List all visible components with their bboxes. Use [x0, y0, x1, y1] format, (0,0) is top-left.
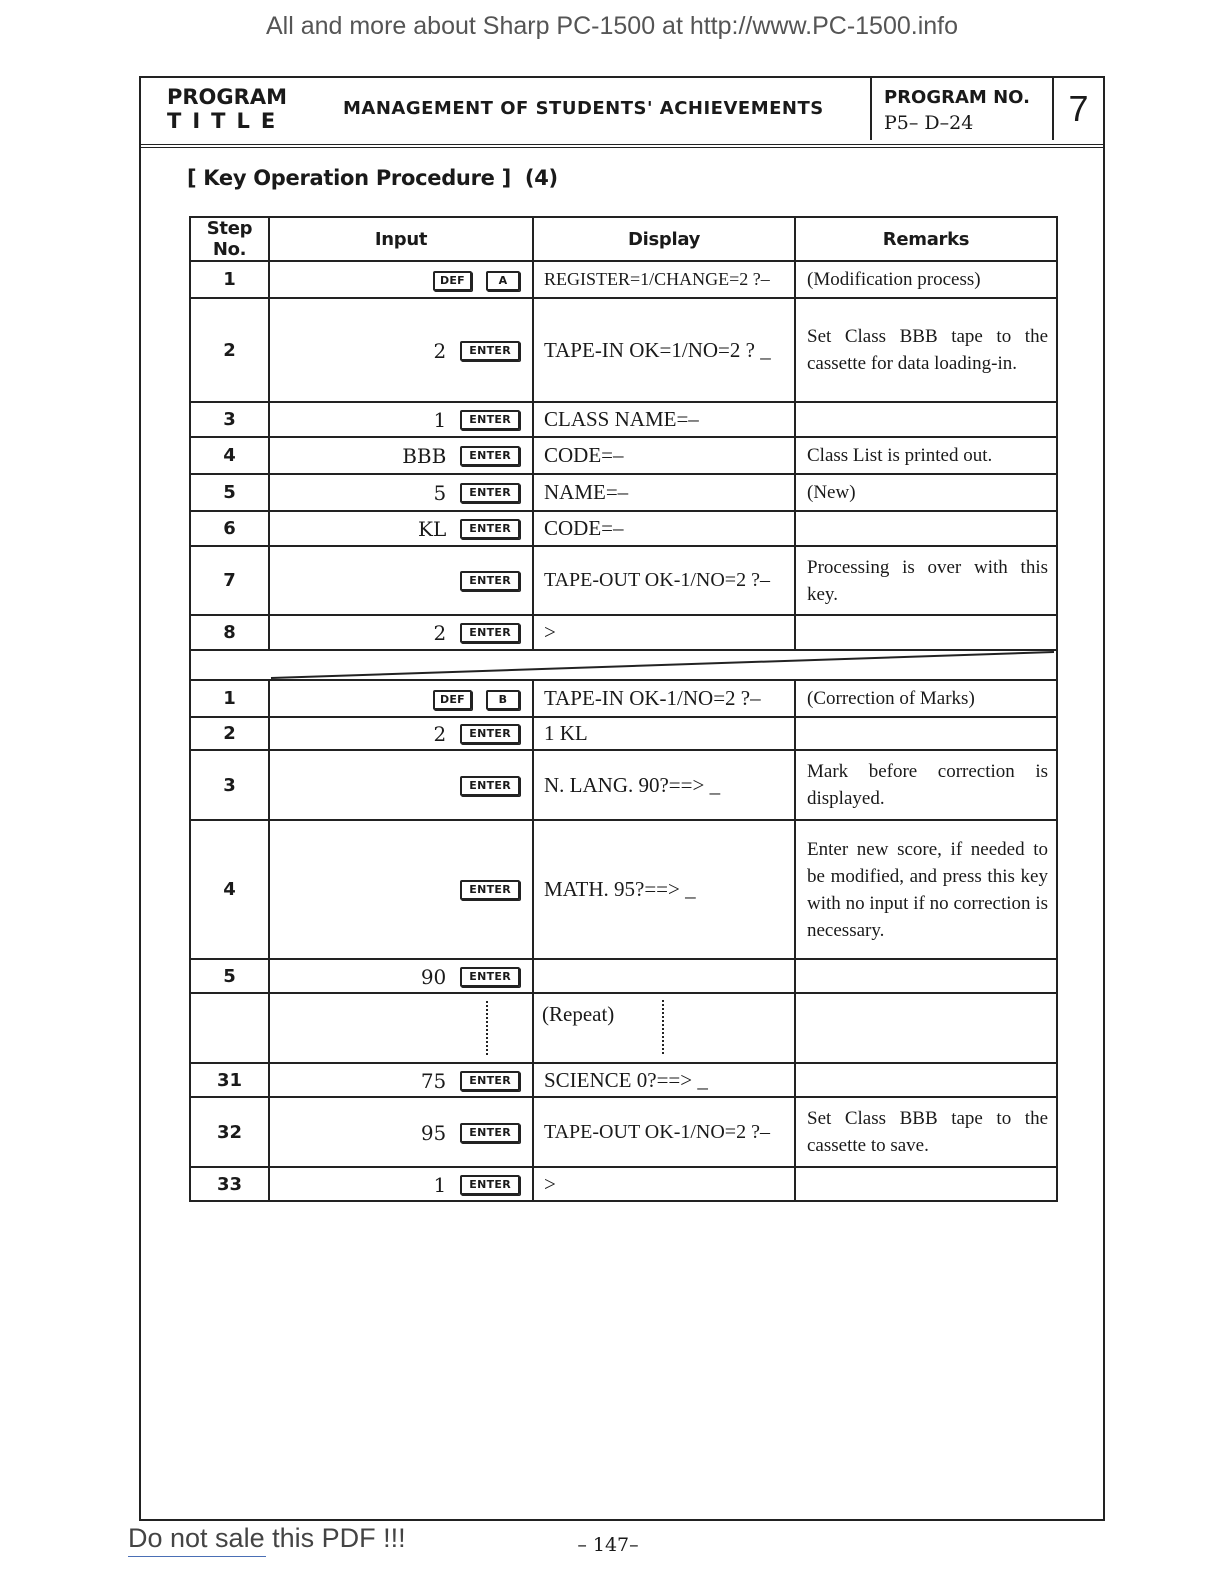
section-title	[187, 166, 558, 190]
input-value: BBB	[402, 444, 447, 469]
step-number: 1	[190, 261, 269, 298]
step-number: 2	[190, 717, 269, 750]
section-separator	[190, 650, 1057, 680]
key-a: A	[486, 271, 520, 291]
remarks-text: Set Class BBB tape to the cassette for data loading-in.	[795, 298, 1057, 402]
col-header-step: Step No.	[190, 217, 269, 261]
step-number: 2	[190, 298, 269, 402]
key-enter: ENTER	[460, 880, 520, 900]
step-number-empty	[190, 993, 269, 1063]
step-number: 1	[190, 680, 269, 717]
step-number: 3	[190, 402, 269, 437]
table-row	[190, 1097, 1057, 1167]
key-enter: ENTER	[460, 410, 520, 430]
step-number: 8	[190, 615, 269, 650]
col-header-input: Input	[269, 217, 533, 261]
table-row	[190, 402, 1057, 437]
input-cell	[269, 1097, 533, 1167]
remarks-text: (Modification process)	[795, 261, 1057, 298]
input-cell-dots	[269, 993, 533, 1063]
key-operation-table	[189, 216, 1058, 1202]
display-text: CODE=–	[533, 437, 795, 474]
key-def: DEF	[433, 271, 472, 291]
key-enter: ENTER	[460, 724, 520, 744]
key-enter: ENTER	[460, 623, 520, 643]
display-text: NAME=–	[533, 474, 795, 511]
display-text: 1 KL	[533, 717, 795, 750]
footer-notice-underline	[128, 1556, 266, 1557]
col-header-remarks: Remarks	[795, 217, 1057, 261]
input-value: 2	[433, 338, 447, 363]
table-row	[190, 717, 1057, 750]
step-number: 33	[190, 1167, 269, 1201]
display-text: SCIENCE 0?==> _	[533, 1063, 795, 1097]
table-row	[190, 261, 1057, 298]
remarks-text	[795, 959, 1057, 993]
program-header	[141, 78, 1103, 148]
table-row	[190, 474, 1057, 511]
program-title: MANAGEMENT OF STUDENTS' ACHIEVEMENTS	[343, 98, 824, 119]
step-number: 6	[190, 511, 269, 546]
repeat-label: (Repeat)	[542, 1002, 615, 1026]
input-cell	[269, 402, 533, 437]
key-enter: ENTER	[460, 967, 520, 987]
input-value: 2	[433, 621, 447, 646]
remarks-text: (Correction of Marks)	[795, 680, 1057, 717]
program-number-value: P5– D–24	[884, 112, 974, 134]
input-cell	[269, 750, 533, 820]
step-number: 5	[190, 959, 269, 993]
remarks-text	[795, 993, 1057, 1063]
table-row	[190, 298, 1057, 402]
program-number-label: PROGRAM NO.	[884, 87, 1030, 108]
display-text: CLASS NAME=–	[533, 402, 795, 437]
input-cell	[269, 680, 533, 717]
step-number: 31	[190, 1063, 269, 1097]
table-row	[190, 511, 1057, 546]
step-number: 7	[190, 546, 269, 615]
page-number: – 147–	[577, 1534, 639, 1556]
display-text: TAPE-IN OK-1/NO=2 ?–	[533, 680, 795, 717]
remarks-text	[795, 615, 1057, 650]
table-row	[190, 1063, 1057, 1097]
input-value: 1	[433, 408, 447, 433]
key-enter: ENTER	[460, 571, 520, 591]
program-number-box	[870, 78, 1054, 140]
section-title-text: [ Key Operation Procedure ]	[187, 166, 511, 190]
separator-diagonal-line	[191, 651, 1054, 679]
input-cell	[269, 261, 533, 298]
input-value: 5	[433, 481, 447, 506]
input-value: 75	[420, 1068, 447, 1093]
input-cell	[269, 959, 533, 993]
remarks-text: Set Class BBB tape to the cassette to save.	[795, 1097, 1057, 1167]
footer-notice: Do not sale this PDF !!!	[128, 1523, 406, 1553]
table-row	[190, 680, 1057, 717]
col-header-display: Display	[533, 217, 795, 261]
section-number: (4)	[524, 166, 558, 190]
key-enter: ENTER	[460, 519, 520, 539]
display-text: >	[533, 615, 795, 650]
remarks-text	[795, 717, 1057, 750]
key-enter: ENTER	[460, 341, 520, 361]
input-value: 1	[433, 1172, 447, 1197]
input-cell	[269, 820, 533, 959]
remarks-text	[795, 1063, 1057, 1097]
remarks-text: (New)	[795, 474, 1057, 511]
program-label-line2: TITLE	[167, 109, 287, 133]
input-cell	[269, 511, 533, 546]
table-row	[190, 437, 1057, 474]
program-label-line1: PROGRAM	[167, 85, 287, 109]
input-value: 90	[420, 964, 447, 989]
key-b: B	[486, 690, 520, 710]
table-row	[190, 546, 1057, 615]
step-number: 32	[190, 1097, 269, 1167]
remarks-text: Enter new score, if needed to be modified, and press this key with no input if no correction is necessary.	[795, 820, 1057, 959]
input-cell	[269, 1167, 533, 1201]
table-row	[190, 750, 1057, 820]
key-def: DEF	[433, 690, 472, 710]
table-row	[190, 1167, 1057, 1201]
key-enter: ENTER	[460, 1071, 520, 1091]
input-value: 2	[433, 722, 447, 747]
top-banner: All and more about Sharp PC-1500 at http://www.PC-1500.info	[265, 12, 959, 40]
input-cell	[269, 1063, 533, 1097]
display-text: MATH. 95?==> _	[533, 820, 795, 959]
key-enter: ENTER	[460, 446, 520, 466]
display-text: CODE=–	[533, 511, 795, 546]
program-title-label	[141, 78, 339, 140]
table-row	[190, 615, 1057, 650]
remarks-text: Class List is printed out.	[795, 437, 1057, 474]
remarks-text	[795, 1167, 1057, 1201]
display-text: TAPE-OUT OK-1/NO=2 ?–	[533, 1097, 795, 1167]
input-cell	[269, 615, 533, 650]
continuation-dots	[662, 1000, 664, 1054]
key-enter: ENTER	[460, 483, 520, 503]
table-header-row	[190, 217, 1057, 261]
step-number: 4	[190, 437, 269, 474]
remarks-text: Mark before correction is displayed.	[795, 750, 1057, 820]
step-number: 3	[190, 750, 269, 820]
table-row	[190, 959, 1057, 993]
display-repeat-cell	[533, 993, 795, 1063]
input-cell	[269, 474, 533, 511]
display-text: >	[533, 1167, 795, 1201]
key-enter: ENTER	[460, 1175, 520, 1195]
display-text	[533, 959, 795, 993]
remarks-text	[795, 402, 1057, 437]
step-number: 5	[190, 474, 269, 511]
input-cell	[269, 298, 533, 402]
input-cell	[269, 717, 533, 750]
display-text: TAPE-IN OK=1/NO=2 ? _	[533, 298, 795, 402]
section-separator-row	[190, 650, 1057, 680]
table-row	[190, 820, 1057, 959]
input-value: 95	[420, 1120, 447, 1145]
display-text: REGISTER=1/CHANGE=2 ?–	[533, 261, 795, 298]
display-text: TAPE-OUT OK-1/NO=2 ?–	[533, 546, 795, 615]
chapter-number: 7	[1068, 88, 1089, 129]
remarks-text	[795, 511, 1057, 546]
key-enter: ENTER	[460, 776, 520, 796]
remarks-text: Processing is over with this key.	[795, 546, 1057, 615]
input-cell	[269, 437, 533, 474]
key-enter: ENTER	[460, 1123, 520, 1143]
display-text: N. LANG. 90?==> _	[533, 750, 795, 820]
continuation-dots	[486, 1001, 488, 1055]
repeat-row	[190, 993, 1057, 1063]
input-value: KL	[418, 517, 447, 542]
step-number: 4	[190, 820, 269, 959]
input-cell	[269, 546, 533, 615]
